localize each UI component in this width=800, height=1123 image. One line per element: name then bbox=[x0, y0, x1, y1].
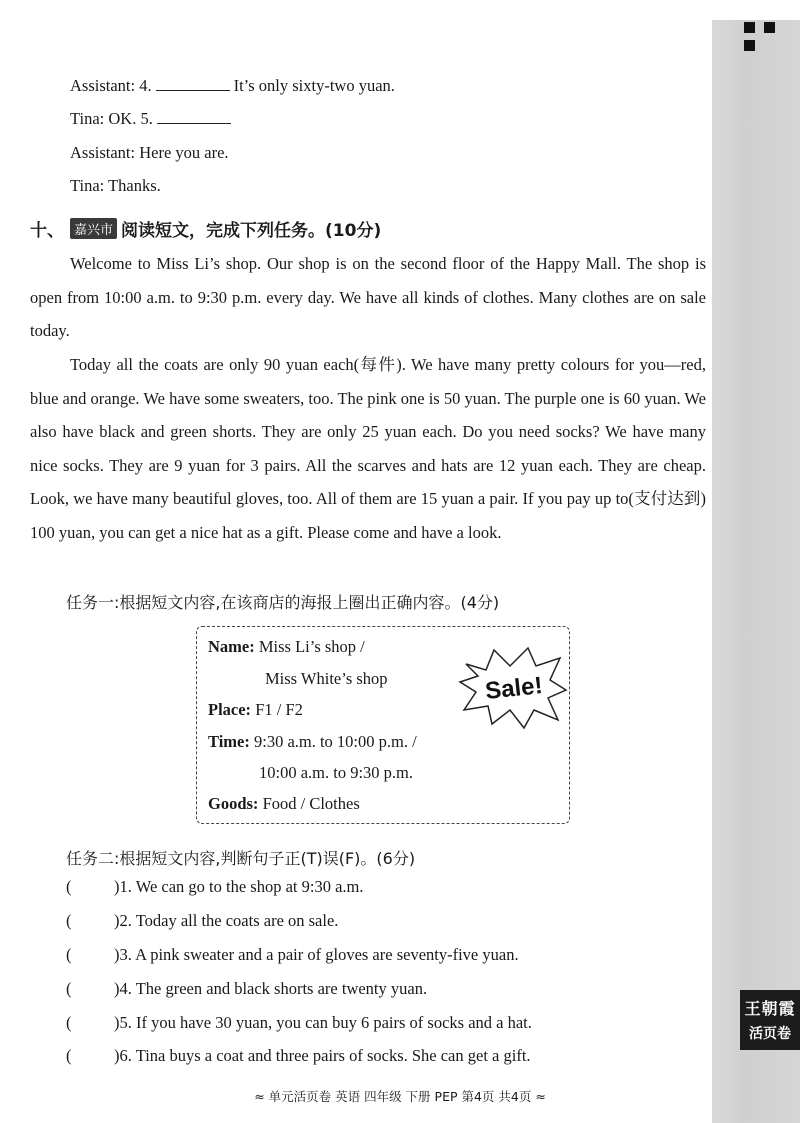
tf-item-2: ( )2. Today all the coats are on sale. bbox=[66, 911, 339, 930]
poster-name-line: Name: Miss Li’s shop / bbox=[208, 637, 365, 656]
sale-burst-icon bbox=[458, 644, 568, 730]
task2-title: 任务二:根据短文内容,判断句子正(T)误(F)。(6分) bbox=[66, 849, 416, 868]
poster-goods-line: Goods: Food / Clothes bbox=[208, 794, 360, 813]
poster-goods-options[interactable]: Food / Clothes bbox=[262, 794, 360, 813]
answer-paren-2[interactable]: ( bbox=[66, 911, 72, 930]
poster-time-option-1[interactable]: 9:30 a.m. to 10:00 p.m. / bbox=[253, 732, 417, 751]
poster-place-options[interactable]: F1 / F2 bbox=[255, 700, 303, 719]
corner-marks bbox=[744, 20, 800, 56]
binding-strip bbox=[712, 20, 800, 1123]
region-tag: 嘉兴市 bbox=[70, 218, 117, 239]
tf-item-6: ( )6. Tina buys a coat and three pairs of socks. She can get a gift. bbox=[66, 1046, 531, 1065]
dialogue-line-3: Assistant: Here you are. bbox=[70, 143, 229, 162]
poster-name-option-2[interactable]: Miss White’s shop bbox=[265, 669, 388, 688]
dialogue-line-2: Tina: OK. 5. bbox=[70, 109, 235, 129]
dialogue-line-1: Assistant: 4. It’s only sixty-two yuan. bbox=[70, 76, 395, 95]
answer-paren-6[interactable]: ( bbox=[66, 1046, 72, 1065]
answer-blank-4[interactable] bbox=[156, 76, 230, 91]
poster-place-line: Place: F1 / F2 bbox=[208, 700, 303, 719]
passage-paragraph-2: Today all the coats are only 90 yuan each(每件). We have many pretty colours for you—red, blue and orange. We have some sweaters, too. The pink one is 50 yuan. The purple one is 60 yuan. We also have black and green shorts. They are only 25 yuan each. Do you need socks? We have many nice socks. They are 9 yuan for 3 pairs. All the scarves and hats are 12 yuan each. They are cheap. Look, we have many beautiful gloves, too. All of them are 15 yuan a pair. If you pay up to(支付达到) 100 yuan, you can get a nice hat as a gift. Please come and have a look. bbox=[30, 355, 706, 542]
poster-time-option-2[interactable]: 10:00 a.m. to 9:30 p.m. bbox=[259, 763, 413, 782]
answer-paren-3[interactable]: ( bbox=[66, 945, 72, 964]
tf-item-3: ( )3. A pink sweater and a pair of gloves are seventy-five yuan. bbox=[66, 945, 519, 964]
tf-item-4: ( )4. The green and black shorts are twenty yuan. bbox=[66, 979, 428, 998]
answer-blank-5[interactable] bbox=[157, 109, 231, 124]
poster-name-option-1[interactable]: Miss Li’s shop / bbox=[258, 637, 365, 656]
answer-paren-5[interactable]: ( bbox=[66, 1013, 72, 1032]
dialogue-line-4: Tina: Thanks. bbox=[70, 176, 161, 195]
tf-item-5: ( )5. If you have 30 yuan, you can buy 6 pairs of socks and a hat. bbox=[66, 1013, 532, 1032]
publisher-logo: 王朝霞 活页卷 bbox=[740, 990, 800, 1050]
poster-time-line: Time: 9:30 a.m. to 10:00 p.m. / bbox=[208, 732, 417, 751]
section-heading: 十、 嘉兴市 阅读短文，完成下列任务。(10分) bbox=[30, 216, 381, 241]
tf-item-1: ( )1. We can go to the shop at 9:30 a.m. bbox=[66, 877, 364, 896]
page-footer: ≈ 单元活页卷 英语 四年级 下册 PEP 第4页 共4页 ≈ bbox=[254, 1089, 546, 1104]
passage-paragraph-1: Welcome to Miss Li’s shop. Our shop is on the second floor of the Happy Mall. The shop is open from 10:00 a.m. to 9:30 p.m. every day. We have all kinds of clothes. Many clothes are on sale today. bbox=[30, 254, 706, 340]
sale-text: Sale! bbox=[483, 672, 544, 705]
answer-paren-4[interactable]: ( bbox=[66, 979, 72, 998]
task1-title: 任务一:根据短文内容,在该商店的海报上圈出正确内容。(4分) bbox=[66, 593, 500, 612]
answer-paren-1[interactable]: ( bbox=[66, 877, 72, 896]
